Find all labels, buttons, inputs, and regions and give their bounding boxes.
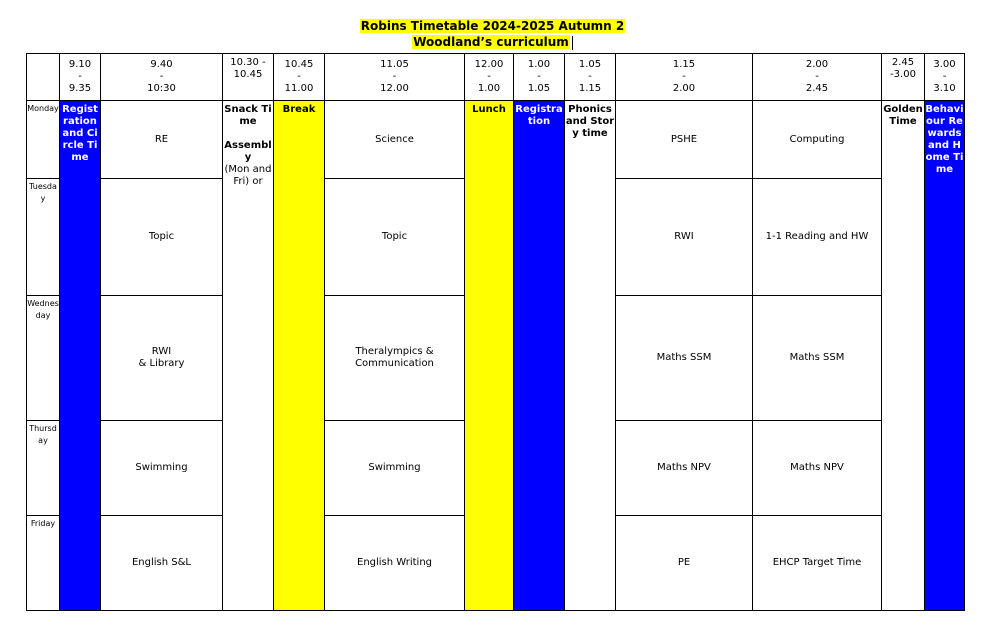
lesson-cell: RE xyxy=(101,101,223,179)
break-block: Break xyxy=(274,101,325,611)
time-slot: 1.05 - 1.15 xyxy=(565,54,616,101)
lesson-cell: Topic xyxy=(101,179,223,296)
lesson-cell: EHCP Target Time xyxy=(753,516,882,611)
time-slot: 2.00 - 2.45 xyxy=(753,54,882,101)
title-line-1: Robins Timetable 2024-2025 Autumn 2 xyxy=(360,19,625,33)
time-slot: 3.00 - 3.10 xyxy=(925,54,965,101)
lesson-cell: Science xyxy=(325,101,465,179)
lesson-cell: 1-1 Reading and HW xyxy=(753,179,882,296)
time-header-row xyxy=(27,54,965,101)
lesson-cell: PE xyxy=(616,516,753,611)
golden-time-block: Golden Time xyxy=(882,101,925,611)
lunch-block: Lunch xyxy=(465,101,514,611)
lesson-cell: PSHE xyxy=(616,101,753,179)
text-cursor xyxy=(572,36,573,50)
day-row-monday xyxy=(27,101,965,179)
lesson-cell: Computing xyxy=(753,101,882,179)
day-label-monday: Monday xyxy=(27,101,60,179)
snack-assembly-block: Snack Time Assembly (Mon and Fri) or xyxy=(223,101,274,611)
day-label-thursday: Thursday xyxy=(27,421,60,516)
day-label-wednesday: Wednesday xyxy=(27,296,60,421)
day-label-tuesday: Tuesday xyxy=(27,179,60,296)
lesson-cell: Maths NPV xyxy=(616,421,753,516)
timetable-title xyxy=(0,18,985,50)
lesson-cell: Maths SSM xyxy=(616,296,753,421)
time-slot: 1.15 - 2.00 xyxy=(616,54,753,101)
time-slot: 2.45 -3.00 xyxy=(882,54,925,101)
lesson-cell: English S&L xyxy=(101,516,223,611)
corner-cell xyxy=(27,54,60,101)
phonics-story-block: Phonics and Story time xyxy=(565,101,616,611)
lesson-cell: Topic xyxy=(325,179,465,296)
time-slot: 11.05 - 12.00 xyxy=(325,54,465,101)
lesson-cell: Maths SSM xyxy=(753,296,882,421)
lesson-cell: English Writing xyxy=(325,516,465,611)
registration-block: Registration xyxy=(514,101,565,611)
behaviour-rewards-home-time-block: Behaviour Rewards and Home Time xyxy=(925,101,965,611)
time-slot: 10.45 - 11.00 xyxy=(274,54,325,101)
lesson-cell: RWI & Library xyxy=(101,296,223,421)
time-slot: 1.00 - 1.05 xyxy=(514,54,565,101)
title-line-2: Woodland’s curriculum xyxy=(413,35,569,49)
registration-circle-time-block: Registration and Circle Time xyxy=(60,101,101,611)
time-slot: 9.40 - 10:30 xyxy=(101,54,223,101)
time-slot: 10.30 - 10.45 xyxy=(223,54,274,101)
timetable xyxy=(26,53,965,611)
time-slot: 12.00 - 1.00 xyxy=(465,54,514,101)
lesson-cell: RWI xyxy=(616,179,753,296)
day-label-friday: Friday xyxy=(27,516,60,611)
lesson-cell: Swimming xyxy=(325,421,465,516)
time-slot: 9.10 - 9.35 xyxy=(60,54,101,101)
lesson-cell: Theralympics & Communication xyxy=(325,296,465,421)
lesson-cell: Swimming xyxy=(101,421,223,516)
lesson-cell: Maths NPV xyxy=(753,421,882,516)
